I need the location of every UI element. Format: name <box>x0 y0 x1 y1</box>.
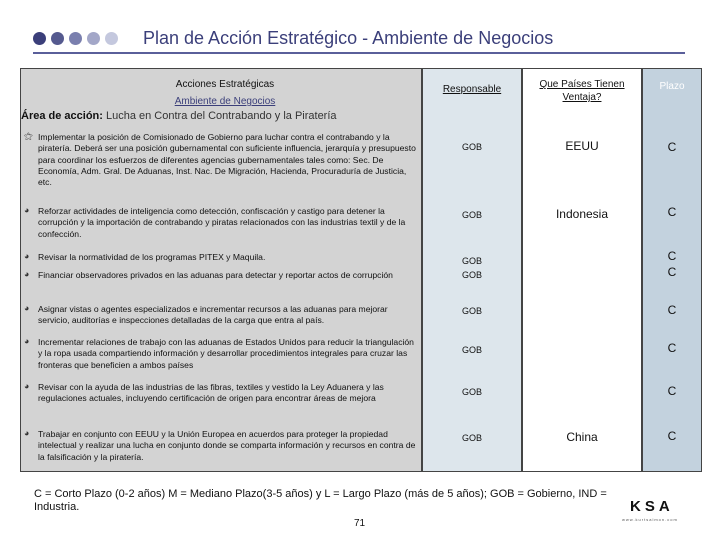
action-row-7-responsible: GOB <box>461 387 482 397</box>
action-row-2-country: Indonesia <box>555 207 609 221</box>
bullet-icon: ◕ <box>24 269 30 279</box>
action-row-6-text: Incrementar relaciones de trabajo con las aduanas de Estados Unidos para reducir la triangulación y la ropa usada compartiendo información y desarrollar procedimientos integrales para cruzar las fronteras que beneficien a ambos países <box>38 337 414 370</box>
action-row-8-text: Trabajar en conjunto con EEUU y la Unión Europea en acuerdos para proteger la propiedad intelectual y realizar una lucha en conjunto donde se comparta información y recursos en contra de la falsificación y la piratería. <box>38 429 416 462</box>
action-area-title: Lucha en Contra del Contrabando y la Piratería <box>105 110 337 122</box>
bullet-icon: ⚝ <box>24 131 33 141</box>
action-row-6-term: C <box>667 341 677 355</box>
bullet-icon: ◕ <box>24 336 30 346</box>
bullet-icon: ◕ <box>24 428 30 438</box>
action-row-8-responsible: GOB <box>461 433 482 443</box>
bullet-icon: ◕ <box>24 205 30 215</box>
action-row-7-term: C <box>667 384 677 398</box>
action-row-2-text: Reforzar actividades de inteligencia como detección, confiscación y castigo para detener la corrupción y la importación de contrabando y piratas relacionados con las industrias textil y de la confección. <box>38 206 406 239</box>
action-row-1-country: EEUU <box>565 139 599 153</box>
action-row-2-responsible: GOB <box>461 210 482 220</box>
action-row-3-responsible: GOB <box>461 256 482 266</box>
action-row-4-responsible: GOB <box>461 270 482 280</box>
dot-3 <box>69 32 82 45</box>
footnote-legend: C = Corto Plazo (0-2 años) M = Mediano Plazo(3-5 años) y L = Largo Plazo (más de 5 años); GOB = Gobierno, IND = Industria. <box>34 488 607 513</box>
countries-header: Que Países Tienen Ventaja? <box>539 79 625 103</box>
action-row-5-term: C <box>667 303 677 317</box>
title-divider <box>33 52 685 54</box>
action-row-4-term: C <box>667 265 677 279</box>
action-row-8-country: China <box>566 430 598 444</box>
ksa-logo-subtitle: www.kurtsalmon.com <box>622 517 678 522</box>
action-row-3-term: C <box>667 249 677 263</box>
action-row-8-term: C <box>667 429 677 443</box>
term-header: Plazo <box>659 81 685 92</box>
dot-5 <box>105 32 118 45</box>
countries-column <box>522 68 642 472</box>
action-row-5-responsible: GOB <box>461 306 482 316</box>
bullet-icon: ◕ <box>24 251 30 261</box>
responsible-header: Responsable <box>442 84 502 95</box>
dot-1 <box>33 32 46 45</box>
page-number: 71 <box>354 518 366 529</box>
action-row-1-text: Implementar la posición de Comisionado de Gobierno para luchar contra el contrabando y la piratería. Deberá ser una posición gubernamental con suficiente influencia, jerarquía y presupuesto para coordinar los esfuerzos de diferentes agencias gubernamentales tales como: Sec. De Economía, Adm. Gral. De Aduanas, Inst. Nac. De Migración, Hacienda, Procuraduría de Justicia, etc. <box>38 132 416 188</box>
action-row-2-term: C <box>667 205 677 219</box>
actions-header: Acciones Estratégicas <box>175 79 275 90</box>
action-row-1-responsible: GOB <box>461 142 482 152</box>
bullet-icon: ◕ <box>24 303 30 313</box>
action-area-label: Área de acción: <box>21 110 103 122</box>
action-row-7-text: Revisar con la ayuda de las industrias de las fibras, textiles y vestido la Ley Aduanera y las regulaciones actuales, incluyendo certificación de origen para encontrar áreas de mejora <box>38 382 384 404</box>
action-row-4-text: Financiar observadores privados en las aduanas para detectar y reportar actos de corrupción <box>38 270 393 280</box>
action-row-3-text: Revisar la normatividad de los programas PITEX y Maquila. <box>38 252 266 262</box>
action-row-5-text: Asignar vistas o agentes especializados e incrementar recursos a las aduanas para mejorar servicio, auditorías e inspecciones detalladas de la carga que entra al país. <box>38 304 388 326</box>
ksa-logo: KSA <box>630 498 674 515</box>
action-area <box>21 110 337 122</box>
bullet-icon: ◕ <box>24 381 30 391</box>
page-title: Plan de Acción Estratégico - Ambiente de Negocios <box>143 28 554 48</box>
dot-4 <box>87 32 100 45</box>
action-row-1-term: C <box>667 140 677 154</box>
action-row-6-responsible: GOB <box>461 345 482 355</box>
dot-2 <box>51 32 64 45</box>
actions-subheader: Ambiente de Negocios <box>174 96 276 107</box>
